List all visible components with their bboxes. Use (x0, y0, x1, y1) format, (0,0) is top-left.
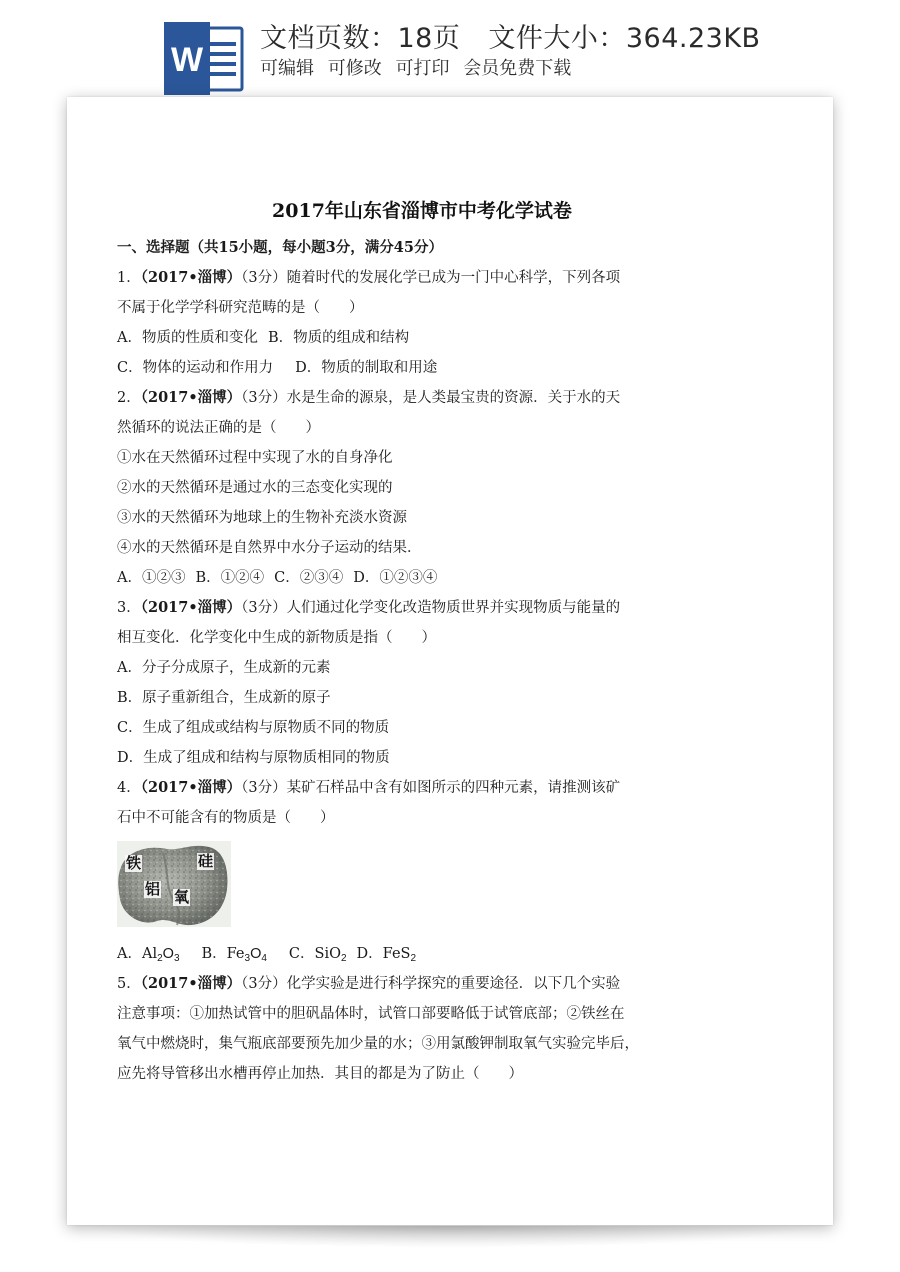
question-2-statement-1: ①水在天然循环过程中实现了水的自身净化 (117, 450, 393, 466)
word-icon-letter: W (170, 41, 204, 79)
question-1-line-2: 不属于化学学科研究范畴的是（ ） (117, 300, 364, 316)
aluminum-label: 铝 (145, 880, 161, 898)
iron-label: 铁 (126, 854, 142, 872)
question-3-line-1: 3．（2017•淄博）（3分）人们通过化学变化改造物质世界并实现物质与能量的 (117, 599, 621, 616)
question-5-line-1: 5．（2017•淄博）（3分）化学实验是进行科学探究的重要途径．以下几个实验 (117, 975, 621, 992)
question-5-line-3: 氧气中燃烧时，集气瓶底部要预先加少量的水；③用氯酸钾制取氧气实验完毕后， (117, 1036, 639, 1052)
silicon-label: 硅 (198, 852, 214, 870)
option-c: C．SiO$_2$ (288, 946, 347, 964)
option-d: D．①②③④ (353, 570, 438, 586)
question-1-options-ab (117, 323, 727, 353)
file-info-title (260, 16, 761, 55)
question-2-options (117, 563, 727, 593)
question-5-line-4: 应先将导管移出水槽再停止加热．其目的都是为了防止（ ） (117, 1066, 523, 1082)
question-2-line-1: 2．（2017•淄博）（3分）水是生命的源泉，是人类最宝贵的资源．关于水的天 (117, 389, 621, 406)
section-heading: 一、选择题（共15小题，每小题3分，满分45分） (117, 239, 443, 256)
option-c: C．②③④ (274, 570, 344, 586)
question-3-option-b: B．原子重新组合，生成新的原子 (117, 690, 331, 706)
option-a: A．物质的性质和变化 (117, 330, 258, 346)
question-2-statement-2: ②水的天然循环是通过水的三态变化实现的 (117, 480, 393, 496)
option-b: B．物质的组成和结构 (267, 330, 410, 346)
question-4-line-1: 4．（2017•淄博）（3分）某矿石样品中含有如图所示的四种元素，请推测该矿 (117, 779, 621, 796)
option-d: D．FeS$_2$ (356, 946, 417, 964)
question-3-option-a: A．分子分成原子，生成新的元素 (117, 660, 331, 676)
feature-member-download: 会员免费下载 (463, 58, 572, 79)
feature-modifiable: 可修改 (327, 58, 382, 79)
document-content (117, 188, 727, 1089)
question-4-line-2: 石中不可能含有的物质是（ ） (117, 810, 335, 826)
file-features (260, 54, 579, 80)
question-2-statement-4: ④水的天然循环是自然界中水分子运动的结果． (117, 540, 422, 556)
feature-editable: 可编辑 (260, 58, 314, 79)
oxygen-label: 氧 (174, 888, 190, 906)
option-a: A．$Al_2O_3$ (117, 946, 180, 964)
ore-sample-image (117, 841, 231, 927)
file-size: 文件大小：364.23KB (488, 23, 761, 54)
question-3-option-c: C．生成了组成或结构与原物质不同的物质 (117, 720, 390, 736)
page-count: 文档页数：18页 (260, 23, 461, 54)
question-2-statement-3: ③水的天然循环为地球上的生物补充淡水资源 (117, 510, 407, 526)
feature-printable: 可打印 (395, 58, 450, 79)
page-shadow (80, 1226, 820, 1248)
exam-title: 2017年山东省淄博市中考化学试卷 (272, 200, 572, 222)
option-d: D．物质的制取和用途 (295, 360, 438, 376)
option-a: A．①②③ (117, 570, 186, 586)
option-b: B．$Fe_3O_4$ (201, 946, 267, 964)
question-1-options-cd (117, 353, 727, 383)
question-2-line-2: 然循环的说法正确的是（ ） (117, 420, 320, 436)
question-5-line-2: 注意事项：①加热试管中的胆矾晶体时，试管口部要略低于试管底部；②铁丝在 (117, 1006, 625, 1022)
question-1-line-1: 1．（2017•淄博）（3分）随着时代的发展化学已成为一门中心科学，下列各项 (117, 269, 621, 286)
question-3-line-2: 相互变化．化学变化中生成的新物质是指（ ） (117, 630, 436, 646)
question-3-option-d: D．生成了组成和结构与原物质相同的物质 (117, 750, 390, 766)
question-4-options (117, 939, 727, 969)
word-file-icon (164, 22, 244, 95)
option-c: C．物体的运动和作用力 (117, 360, 274, 376)
option-b: B．①②④ (195, 570, 265, 586)
